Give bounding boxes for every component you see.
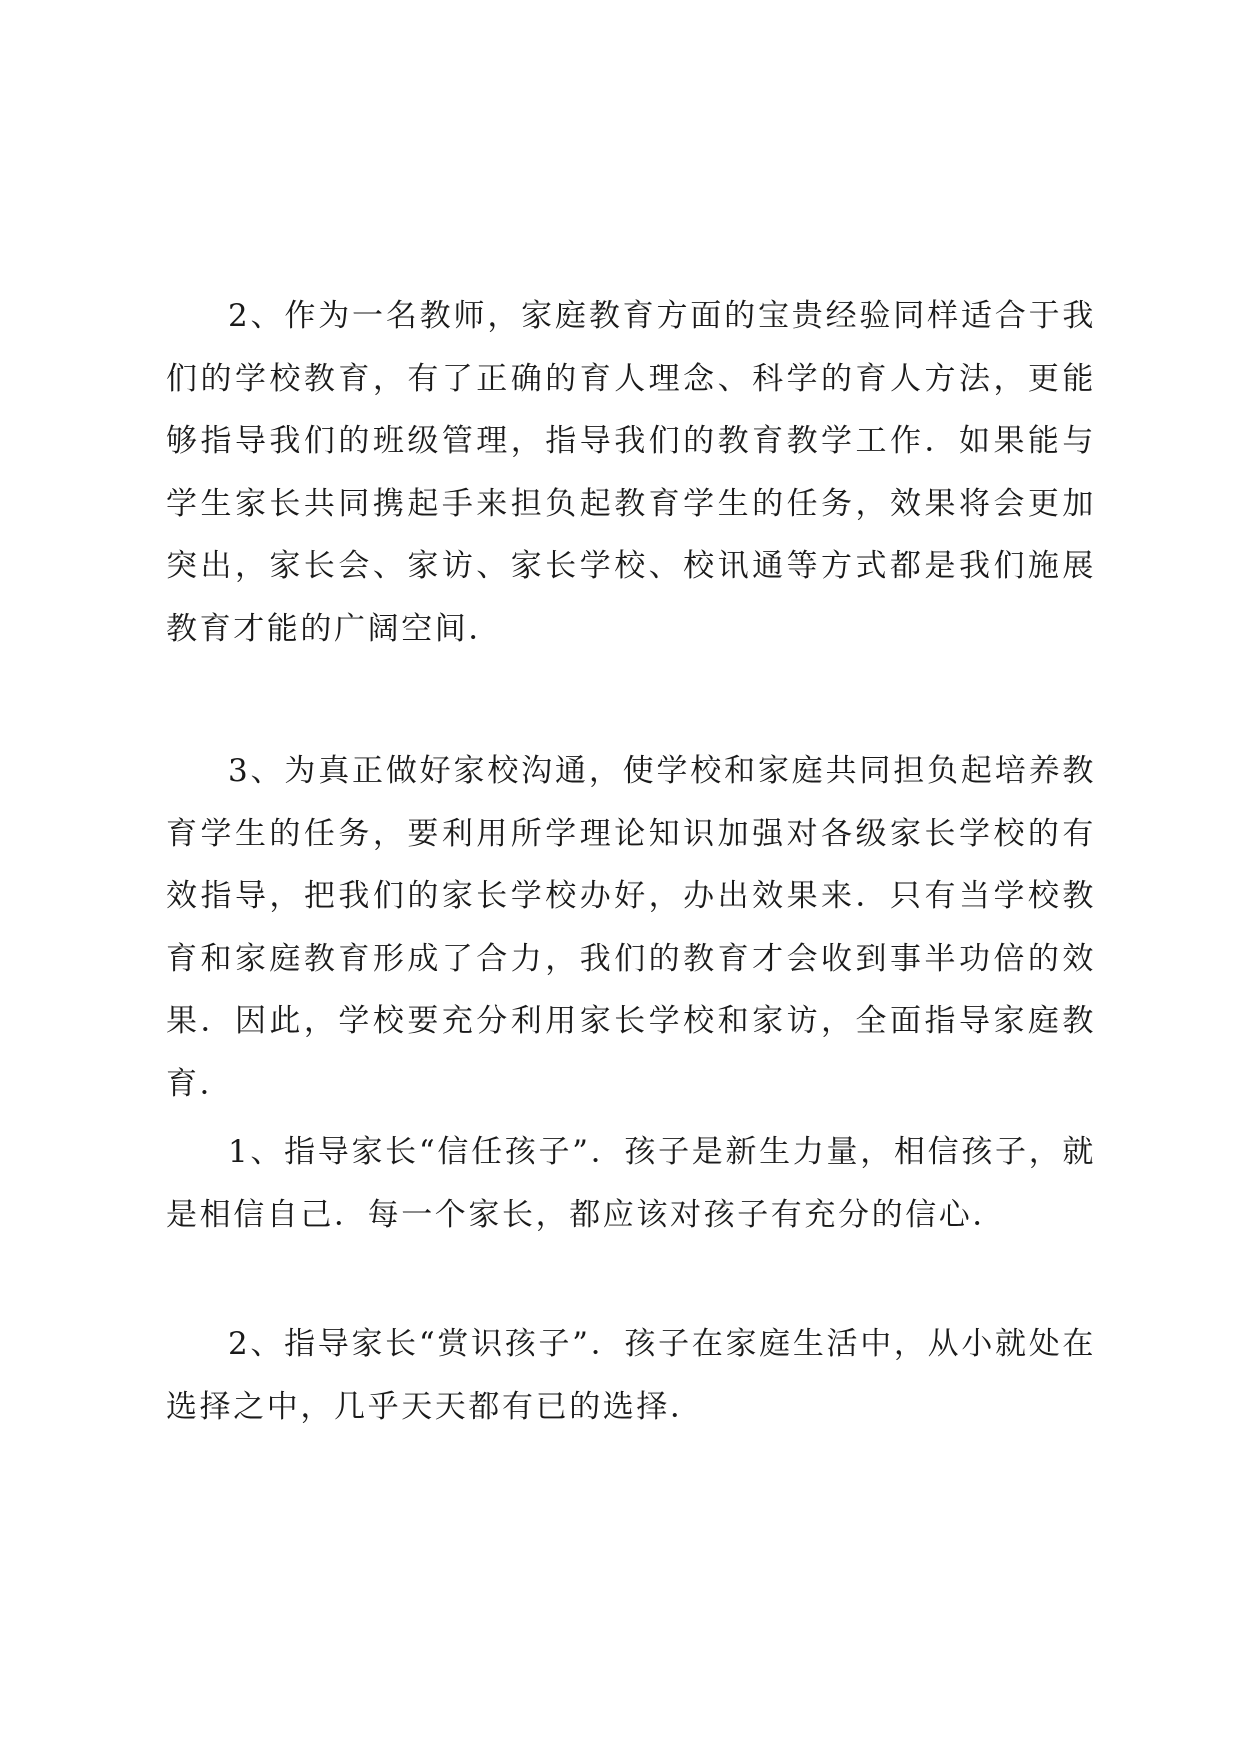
paragraph-home-school-communication: 3、为真正做好家校沟通，使学校和家庭共同担负起培养教育学生的任务，要利用所学理论知识加强对各级家长学校的有效指导，把我们的家长学校办好，办出效果来．只有当学校教育和家庭教育形成了合力，我们的教育才会收到事半功倍的效果．因此，学校要充分利用家长学校和家访，全面指导家庭教育． <box>166 753 1096 1102</box>
paragraph-trust-children: 1、指导家长“信任孩子”．孩子是新生力量，相信孩子，就是相信自己．每一个家长，都应该对孩子有充分的信心． <box>166 1134 1096 1233</box>
paragraph-appreciate-children: 2、指导家长“赏识孩子”．孩子在家庭生活中，从小就处在选择之中，几乎天天都有已的选择． <box>166 1326 1096 1425</box>
paragraph-teacher-experience: 2、作为一名教师，家庭教育方面的宝贵经验同样适合于我们的学校教育，有了正确的育人理念、科学的育人方法，更能够指导我们的班级管理，指导我们的教育教学工作．如果能与学生家长共同携起手来担负起教育学生的任务，效果将会更加突出，家长会、家访、家长学校、校讯通等方式都是我们施展教育才能的广阔空间． <box>166 298 1096 647</box>
